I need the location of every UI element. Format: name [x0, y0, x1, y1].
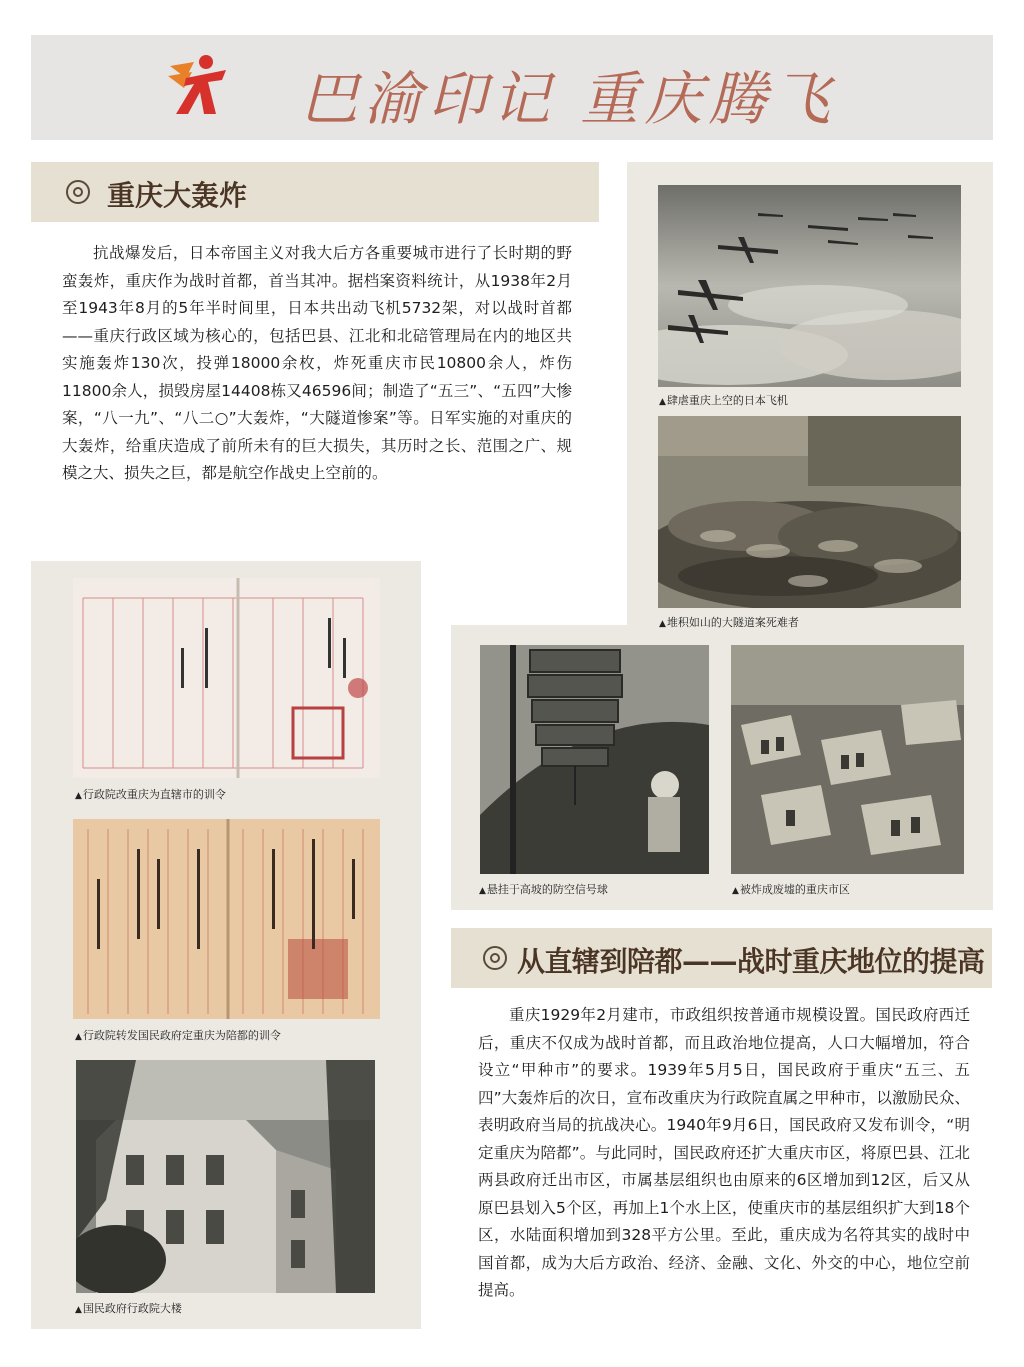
caption-signal-ball: ▲悬挂于高坡的防空信号球: [479, 883, 608, 896]
caption-doc1: ▲行政院改重庆为直辖市的训令: [75, 788, 226, 801]
section-title: 重庆大轰炸: [107, 179, 248, 212]
document-auxiliary-capital-photo: [73, 819, 380, 1019]
section-heading-bombing: [31, 162, 599, 222]
capital-status-paragraph: 重庆1929年2月建市，市政组织按普通市规模设置。国民政府西迁后，重庆不仅成为战时首都，而且政治地位提高，人口大幅增加，符合设立“甲种市”的要求。1939年5月5日，国民政府于重庆“五三、五四”大轰炸后的次日，宣布改重庆为行政院直属之甲种市，以激励民众、表明政府当局的抗战决心。1940年9月6日，国民政府又发布训令，“明定重庆为陪都”。与此同时，国民政府还扩大重庆市区，将原巴县、江北两县政府迁出市区，市属基层组织也由原来的6区增加到12区，后又从原巴县划入5个区，再加上1个水上区，使重庆市的基层组织扩大到18个区，水陆面积增加到328平方公里。至此，重庆成为名符其实的战时中国首都，成为大后方政治、经济、金融、文化、外交的中心，地位空前提高。: [478, 1006, 970, 1299]
caption-victims: ▲堆积如山的大隧道案死难者: [659, 616, 799, 629]
triangle-marker-icon: ▲: [659, 619, 666, 629]
triangle-marker-icon: ▲: [732, 886, 739, 896]
section-heading-capital-status: [451, 928, 992, 988]
japanese-planes-photo: [658, 185, 961, 387]
header-title: 巴渝印记 重庆腾飞: [300, 65, 837, 133]
circle-bullet-icon: [66, 180, 90, 204]
ruins-photo: [731, 645, 964, 874]
triangle-marker-icon: ▲: [75, 1032, 82, 1042]
triangle-marker-icon: ▲: [75, 1305, 82, 1315]
circle-bullet-icon: [483, 946, 507, 970]
caption-building: ▲国民政府行政院大楼: [75, 1302, 182, 1315]
bombing-paragraph: 抗战爆发后，日本帝国主义对我大后方各重要城市进行了长时期的野蛮轰炸，重庆作为战时首都，首当其冲。据档案资料统计，从1938年2月至1943年8月的5年半时间里，日本共出动飞机5732架，对以战时首都——重庆行政区域为核心的，包括巴县、江北和北碚管理局在内的地区共实施轰炸130次，投弹18000余枚，炸死重庆市民10800余人，炸伤11800余人，损毁房屋14408栋又46596间；制造了“五三”、“五四”大惨案，“八一九”、“八二○”大轰炸，“大隧道惨案”等。日军实施的对重庆的大轰炸，给重庆造成了前所未有的巨大损失，其历时之长、范围之广、规模之大、损失之巨，都是航空作战史上空前的。: [62, 244, 572, 482]
triangle-marker-icon: ▲: [479, 886, 486, 896]
tunnel-victims-photo: [658, 416, 961, 608]
section-title: 从直辖到陪都——战时重庆地位的提高: [517, 945, 985, 978]
caption-planes: ▲肆虐重庆上空的日本飞机: [659, 394, 788, 407]
signal-ball-photo: [480, 645, 709, 874]
document-directive-photo: [73, 578, 380, 778]
caption-ruins: ▲被炸成废墟的重庆市区: [732, 883, 850, 896]
triangle-marker-icon: ▲: [659, 397, 666, 407]
chongqing-emblem-icon: [164, 48, 236, 120]
triangle-marker-icon: ▲: [75, 791, 82, 801]
executive-yuan-building-photo: [76, 1060, 375, 1293]
caption-doc2: ▲行政院转发国民政府定重庆为陪都的训令: [75, 1029, 281, 1042]
